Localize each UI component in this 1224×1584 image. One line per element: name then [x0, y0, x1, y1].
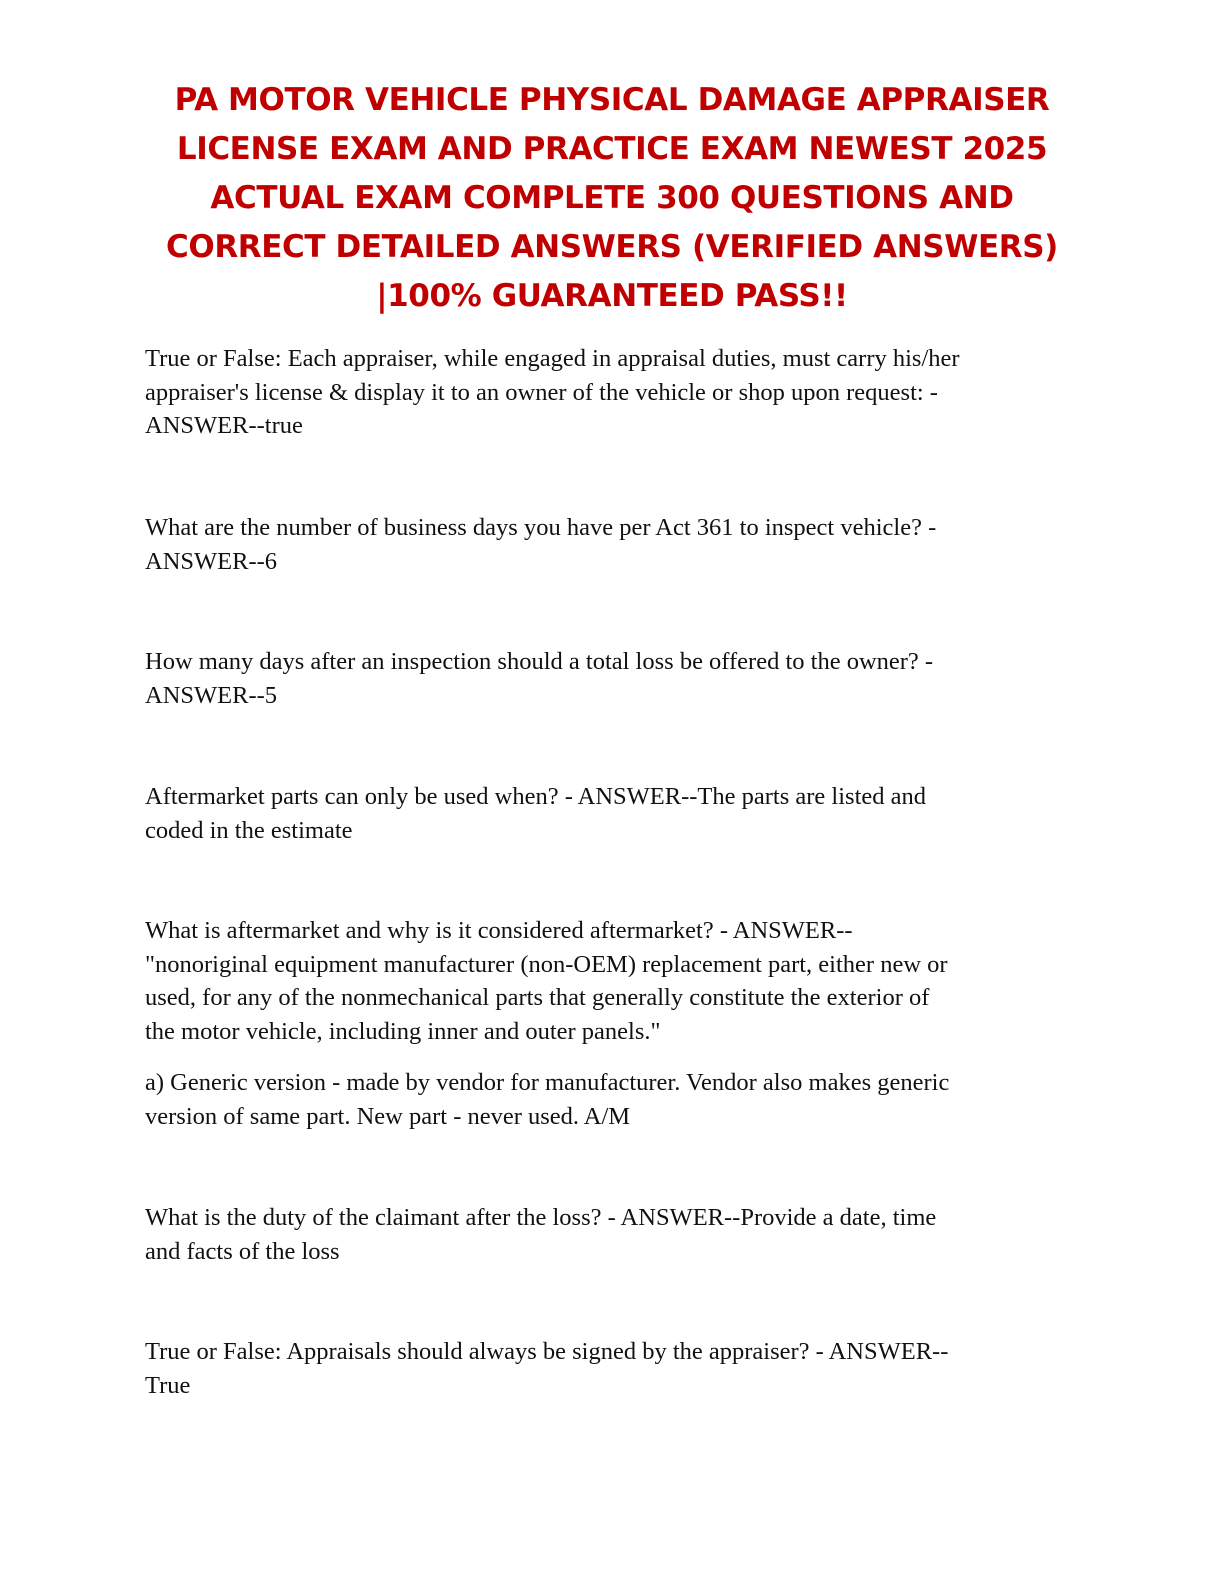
- qa-line: and facts of the loss: [145, 1237, 340, 1265]
- qa-line: True: [145, 1371, 191, 1399]
- qa-line: coded in the estimate: [145, 816, 353, 844]
- title-line: ACTUAL EXAM COMPLETE 300 QUESTIONS AND: [210, 180, 1014, 216]
- qa-line: the motor vehicle, including inner and outer panels.": [145, 1017, 661, 1045]
- qa-item: [145, 645, 1085, 712]
- qa-line: ANSWER--true: [145, 412, 303, 439]
- qa-line: a) Generic version - made by vendor for manufacturer. Vendor also makes generic: [145, 1069, 950, 1096]
- qa-item: [145, 914, 1085, 1048]
- qa-line: What are the number of business days you have per Act 361 to inspect vehicle? -: [145, 514, 937, 541]
- qa-line: What is the duty of the claimant after the loss? - ANSWER--Provide a date, time: [145, 1204, 937, 1231]
- document-title: [120, 76, 1104, 321]
- qa-line: True or False: Each appraiser, while engaged in appraisal duties, must carry his/her: [145, 345, 960, 372]
- qa-line: used, for any of the nonmechanical parts that generally constitute the exterior of: [145, 984, 930, 1011]
- qa-line: version of same part. New part - never used. A/M: [145, 1102, 631, 1130]
- qa-item: [145, 342, 1085, 443]
- title-line: |100% GUARANTEED PASS!!: [376, 278, 848, 314]
- qa-line: Aftermarket parts can only be used when? - ANSWER--The parts are listed and: [145, 783, 927, 810]
- qa-line: What is aftermarket and why is it considered aftermarket? - ANSWER--: [145, 917, 853, 944]
- qa-item: [145, 1335, 1085, 1402]
- qa-item: [145, 511, 1085, 578]
- qa-line: ANSWER--6: [145, 547, 278, 575]
- title-line: CORRECT DETAILED ANSWERS (VERIFIED ANSWERS): [166, 229, 1058, 265]
- qa-line: "nonoriginal equipment manufacturer (non-OEM) replacement part, either new or: [145, 950, 948, 978]
- qa-line: ANSWER--5: [145, 681, 278, 709]
- qa-item-continuation: [145, 1066, 1085, 1133]
- qa-line: True or False: Appraisals should always be signed by the appraiser? - ANSWER--: [145, 1338, 949, 1365]
- qa-item: [145, 780, 1085, 847]
- qa-item: [145, 1201, 1085, 1268]
- title-line: PA MOTOR VEHICLE PHYSICAL DAMAGE APPRAISER: [174, 82, 1050, 118]
- qa-line: appraiser's license & display it to an owner of the vehicle or shop upon request: -: [145, 378, 938, 406]
- qa-line: How many days after an inspection should a total loss be offered to the owner? -: [145, 648, 934, 675]
- title-line: LICENSE EXAM AND PRACTICE EXAM NEWEST 2025: [176, 131, 1048, 167]
